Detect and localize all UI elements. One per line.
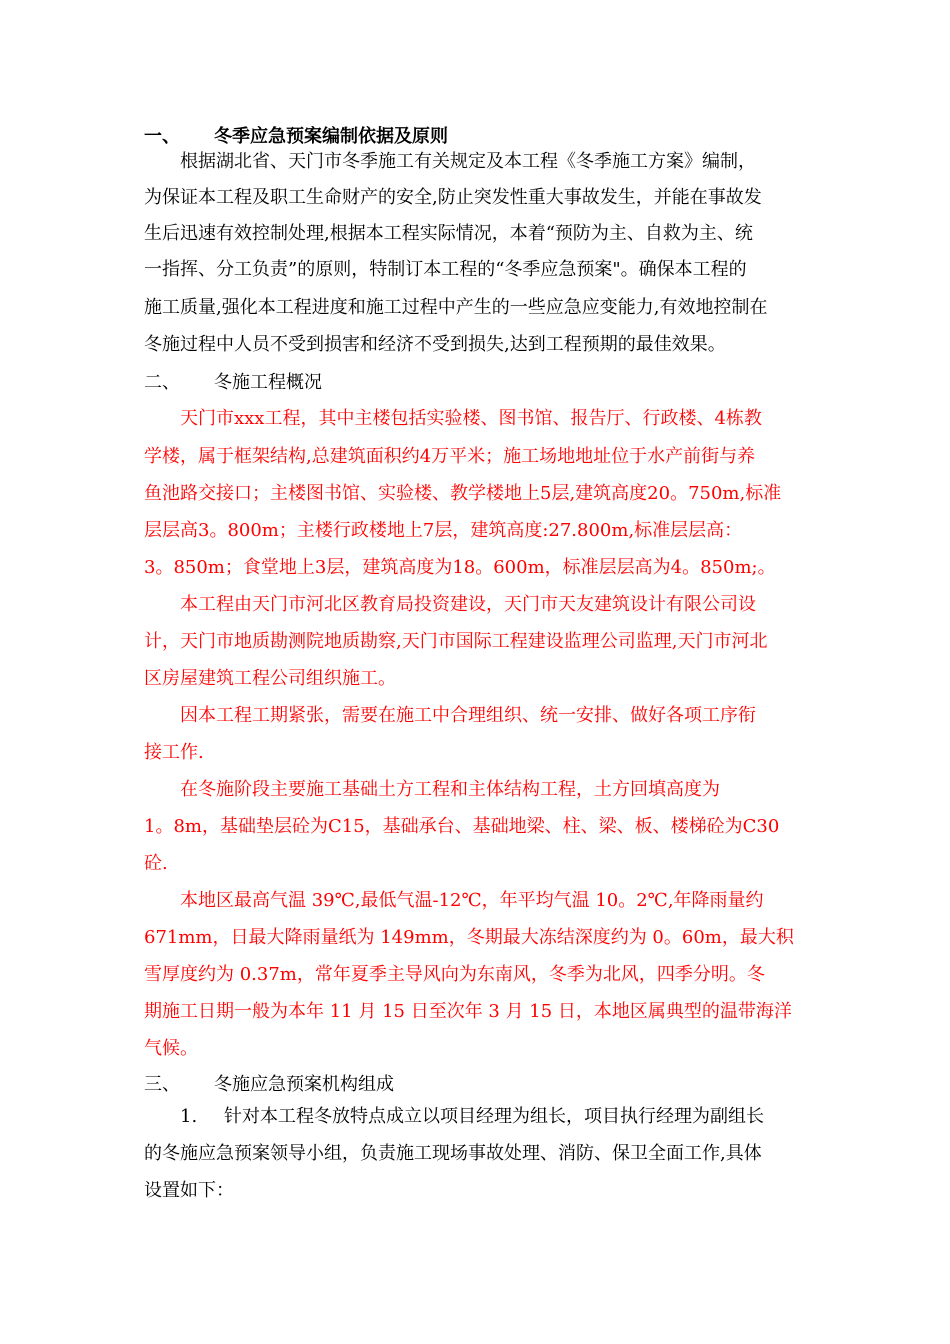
section-2-p5-line: 气候。 bbox=[144, 1038, 198, 1059]
section-2-p3-line: 接工作. bbox=[144, 742, 204, 763]
section-3-title: 冬施应急预案机构组成 bbox=[214, 1074, 394, 1095]
section-2-p4-line: 在冬施阶段主要施工基础土方工程和主体结构工程，土方回填高度为 bbox=[180, 779, 720, 800]
section-3-item-1-line: 设置如下： bbox=[144, 1180, 234, 1201]
section-2-p4-line: 1。8m，基础垫层砼为C15，基础承台、基础地梁、柱、梁、板、楼梯砼为C30 bbox=[144, 816, 780, 837]
section-2-p3-line: 因本工程工期紧张，需要在施工中合理组织、统一安排、做好各项工序衔 bbox=[180, 705, 756, 726]
section-1-title: 冬季应急预案编制依据及原则 bbox=[214, 126, 448, 147]
section-2-p2-line: 本工程由天门市河北区教育局投资建设，天门市天友建筑设计有限公司设 bbox=[180, 594, 756, 615]
section-3-heading bbox=[144, 1074, 394, 1096]
section-2-p2-line: 区房屋建筑工程公司组织施工。 bbox=[144, 668, 396, 689]
section-2-p1-line: 层层高3。800m；主楼行政楼地上7层，建筑高度:27.800m,标准层层高： bbox=[144, 520, 743, 541]
section-2-p5-line: 雪厚度约为 0.37m，常年夏季主导风向为东南风，冬季为北风，四季分明。冬 bbox=[144, 964, 765, 985]
section-2-p5-line: 本地区最高气温 39℃,最低气温-12℃，年平均气温 10。2℃,年降雨量约 bbox=[180, 890, 764, 911]
section-2-p1-line: 天门市xxx工程，其中主楼包括实验楼、图书馆、报告厅、行政楼、4栋教 bbox=[180, 408, 762, 429]
section-3-item-1-number: 1. bbox=[180, 1106, 198, 1127]
section-2-p5-line: 期施工日期一般为本年 11 月 15 日至次年 3 月 15 日，本地区属典型的温带海洋 bbox=[144, 1001, 792, 1022]
section-2-p4-line: 砼. bbox=[144, 853, 168, 874]
section-2-p1-line: 学楼，属于框架结构,总建筑面积约4万平米；施工场地地址位于水产前街与养 bbox=[144, 446, 756, 467]
section-3-number: 三、 bbox=[144, 1074, 180, 1095]
section-3-item-1-line bbox=[180, 1106, 764, 1128]
section-1-line: 施工质量,强化本工程进度和施工过程中产生的一些应急应变能力,有效地控制在 bbox=[144, 297, 768, 318]
section-2-p1-line: 鱼池路交接口；主楼图书馆、实验楼、教学楼地上5层,建筑高度20。750m,标准 bbox=[144, 483, 782, 504]
section-2-p1-line: 3。850m；食堂地上3层，建筑高度为18。600m，标准层层高为4。850m;。 bbox=[144, 557, 776, 578]
section-1-line: 冬施过程中人员不受到损害和经济不受到损失,达到工程预期的最佳效果。 bbox=[144, 334, 726, 355]
section-2-title: 冬施工程概况 bbox=[214, 372, 322, 393]
section-1-line: 根据湖北省、天门市冬季施工有关规定及本工程《冬季施工方案》编制， bbox=[180, 151, 756, 172]
section-3-item-1-text: 针对本工程冬放特点成立以项目经理为组长，项目执行经理为副组长 bbox=[224, 1106, 764, 1127]
section-2-number: 二、 bbox=[144, 372, 180, 393]
section-1-line: 生后迅速有效控制处理,根据本工程实际情况，本着“预防为主、自救为主、统 bbox=[144, 223, 753, 244]
section-2-p5-line: 671mm，日最大降雨量纸为 149mm，冬期最大冻结深度约为 0。60m，最大积 bbox=[144, 927, 794, 948]
section-2-heading bbox=[144, 372, 322, 394]
section-1-number: 一、 bbox=[144, 126, 180, 147]
section-3-item-1-line: 的冬施应急预案领导小组，负责施工现场事故处理、消防、保卫全面工作,具体 bbox=[144, 1143, 762, 1164]
section-1-line: 一指挥、分工负责”的原则，特制订本工程的“冬季应急预案"。确保本工程的 bbox=[144, 259, 747, 280]
section-1-line: 为保证本工程及职工生命财产的安全,防止突发性重大事故发生，并能在事故发 bbox=[144, 187, 762, 208]
section-1-heading bbox=[144, 126, 448, 148]
section-2-p2-line: 计，天门市地质勘测院地质勘察,天门市国际工程建设监理公司监理,天门市河北 bbox=[144, 631, 768, 652]
